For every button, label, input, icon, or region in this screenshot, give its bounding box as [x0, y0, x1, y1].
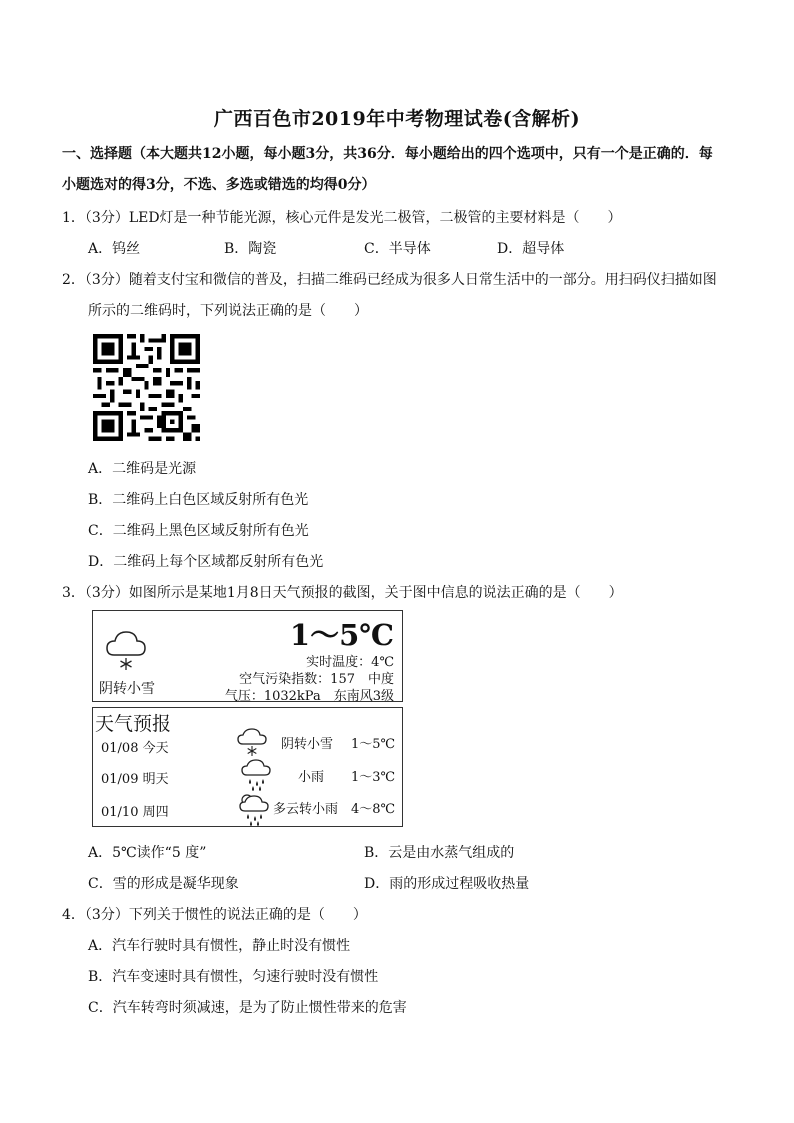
forecast-title: 天气预报 — [95, 713, 172, 735]
q2-stem-line2: 所示的二维码时，下列说法正确的是（ ） — [88, 303, 368, 319]
q2-option-a: A．二维码是光源 — [88, 461, 197, 477]
forecast-temp: 1～3℃ — [351, 770, 396, 785]
q2-option-d: D．二维码上每个区域都反射所有色光 — [88, 554, 324, 570]
q4-option-a: A．汽车行驶时具有惯性，静止时没有惯性 — [88, 938, 351, 954]
qr-code-image — [93, 334, 200, 441]
q2-stem-line1: 2．（3分）随着支付宝和微信的普及，扫描二维码已经成为很多人日常生活中的一部分。用扫码仪扫描如图 — [62, 272, 717, 288]
forecast-temp: 1～5℃ — [351, 737, 396, 752]
realtime-temp: 实时温度：4℃ — [306, 655, 394, 670]
q3-option-b: B．云是由水蒸气组成的 — [364, 845, 515, 861]
current-condition: 阴转小雪 — [99, 681, 155, 697]
forecast-date: 01/10 周四 — [101, 805, 169, 820]
cloud-snow-icon — [105, 627, 147, 673]
q1-option-a: A．钨丝 — [88, 241, 141, 257]
q4-option-b: B．汽车变速时具有惯性，匀速行驶时没有惯性 — [88, 969, 379, 985]
cloud-snow-icon — [237, 726, 267, 758]
q3-stem: 3．（3分）如图所示是某地1月8日天气预报的截图，关于图中信息的说法正确的是（ ） — [62, 585, 623, 601]
forecast-temp: 4～8℃ — [351, 802, 396, 817]
forecast-desc: 多云转小雨 — [273, 802, 339, 817]
page-title: 广西百色市2019年中考物理试卷(含解析) — [213, 108, 581, 130]
pressure-wind: 气压：1032kPa 东南风3级 — [224, 689, 394, 704]
sun-cloud-rain-icon — [237, 791, 271, 827]
q3-option-c: C．雪的形成是凝华现象 — [88, 876, 239, 892]
q4-stem: 4．（3分）下列关于惯性的说法正确的是（ ） — [62, 907, 367, 923]
weather-current-panel — [92, 610, 403, 702]
cloud-rain-icon — [241, 758, 271, 792]
weather-forecast-panel — [92, 707, 403, 827]
q3-option-a: A．5℃读作“5 度” — [88, 845, 207, 861]
q4-option-c: C．汽车转弯时须减速，是为了防止惯性带来的危害 — [88, 1000, 407, 1016]
forecast-date: 01/09 明天 — [101, 772, 169, 787]
q1-option-c: C．半导体 — [364, 241, 431, 257]
forecast-desc: 小雨 — [298, 770, 325, 785]
q2-option-b: B．二维码上白色区域反射所有色光 — [88, 492, 309, 508]
q1-option-d: D．超导体 — [497, 241, 565, 257]
q3-option-d: D．雨的形成过程吸收热量 — [364, 876, 530, 892]
section-header-line1: 一、选择题（本大题共12小题，每小题3分，共36分．每小题给出的四个选项中，只有一个是正确的．每 — [62, 146, 713, 162]
current-temp-range: 1～5℃ — [289, 618, 394, 652]
q1-stem: 1．（3分）LED灯是一种节能光源，核心元件是发光二极管，二极管的主要材料是（ ） — [62, 210, 622, 226]
forecast-desc: 阴转小雪 — [281, 737, 334, 752]
q1-option-b: B．陶瓷 — [224, 241, 277, 257]
air-quality-index: 空气污染指数：157 中度 — [239, 672, 394, 687]
forecast-date: 01/08 今天 — [101, 741, 169, 756]
q2-option-c: C．二维码上黑色区域反射所有色光 — [88, 523, 309, 539]
section-header-line2: 小题选对的得3分，不选、多选或错选的均得0分） — [62, 177, 376, 193]
